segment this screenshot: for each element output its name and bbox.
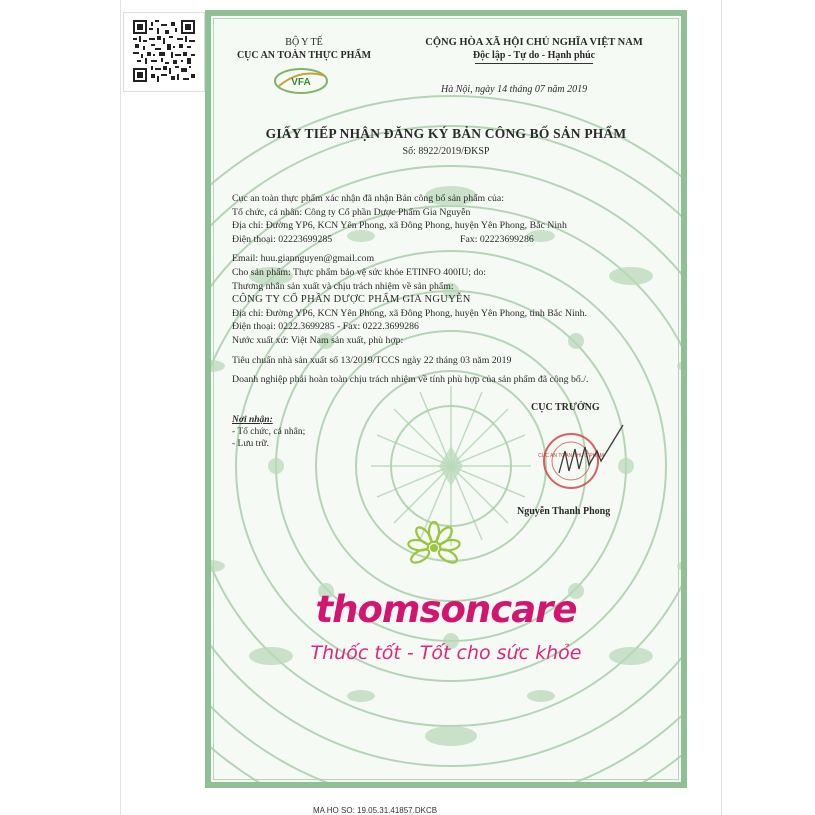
recipients-block [232, 414, 305, 450]
trader-address: Địa chỉ: Đường YP6, KCN Yên Phong, xã Đông Phong, huyện Yên Phong, tỉnh Bắc Ninh. [232, 307, 587, 319]
national-motto: Độc lập - Tự do - Hạnh phúc [472, 50, 596, 61]
brand-slogan: Thuốc tốt - Tốt cho sức khỏe [310, 642, 582, 664]
address-line: Địa chỉ: Đường YP6, KCN Yên Phong, xã Đông Phong, huyện Yên Phong, Bắc Ninh [232, 220, 567, 232]
logo-text: VFA [291, 77, 311, 88]
recipients-heading: Nơi nhận: [232, 415, 273, 425]
recipient-item: - Lưu trữ. [232, 439, 269, 449]
responsibility-line: Doanh nghiệp phải hoàn toàn chịu trách nhiệm về tính phù hợp của sản phẩm đã công bố./. [232, 374, 589, 386]
phone-value: Điện thoại: 02223699285 [232, 233, 333, 245]
email-line: Email: huu.giannguyen@gmail.com [232, 253, 375, 265]
official-stamp [529, 421, 625, 493]
signer-title: CỤC TRƯỞNG [531, 402, 600, 413]
qr-code-icon [133, 20, 195, 82]
trader-name: CÔNG TY CỔ PHẦN DƯỢC PHẨM GIA NGUYỄN [232, 294, 471, 306]
motto-underline [475, 63, 593, 64]
republic-name: CỘNG HÒA XÃ HỘI CHỦ NGHĨA VIỆT NAM [425, 37, 643, 48]
republic-header [399, 36, 669, 64]
stamp-text: CỤC AN TOÀN THỰC PHẨM [538, 453, 604, 459]
issuer-header [229, 36, 379, 62]
issue-date: Hà Nội, ngày 14 tháng 07 năm 2019 [441, 84, 588, 95]
brand-name: thomsoncare [315, 588, 577, 631]
department-name: CỤC AN TOÀN THỰC PHẨM [236, 50, 372, 61]
flower-logo-icon [395, 518, 473, 578]
standard-line: Tiêu chuẩn nhà sản xuất số 13/2019/TCCS ngày 22 tháng 03 năm 2019 [232, 354, 512, 366]
intro-line: Cục an toàn thực phẩm xác nhận đã nhận Bản công bố sản phẩm của: [232, 193, 504, 204]
organization-line: Tổ chức, cá nhân: Công ty Cổ phần Dược Phẩm Gia Nguyễn [232, 206, 471, 218]
qr-code-panel [123, 12, 205, 92]
brand-watermark [205, 510, 687, 680]
certificate-number: Số: 8922/2019/ĐKSP [402, 146, 490, 157]
contact-line [232, 233, 672, 247]
certificate-body [232, 192, 672, 387]
origin-line: Nước xuất xứ: Việt Nam sản xuất, phù hợp: [232, 334, 404, 346]
vfa-logo [271, 66, 331, 96]
fax-value: Fax: 02223699286 [460, 233, 534, 245]
recipient-item: - Tổ chức, cá nhân; [232, 427, 306, 437]
certificate-title: GIẤY TIẾP NHẬN ĐĂNG KÝ BẢN CÔNG BỐ SẢN PHẨM [265, 126, 627, 141]
product-line: Cho sản phẩm: Thực phẩm bảo vệ sức khỏe ETINFO 400IU; do: [232, 266, 486, 278]
dossier-code: MA HO SO: 19.05.31.41857.DKCB [313, 806, 438, 815]
signature-scribble [559, 425, 623, 473]
signer-name: Nguyễn Thanh Phong [517, 506, 611, 517]
trader-phone: Điện thoại: 0222.3699285 - Fax: 0222.3699286 [232, 321, 419, 333]
ministry-name: BỘ Y TẾ [285, 37, 323, 48]
trader-label: Thương nhân sản xuất và chịu trách nhiệm về sản phẩm: [232, 280, 454, 292]
